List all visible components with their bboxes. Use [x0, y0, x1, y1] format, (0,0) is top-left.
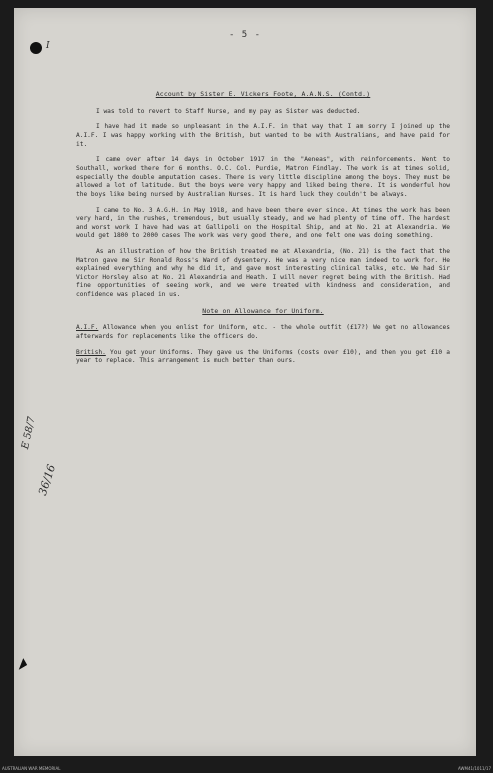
- document-page: [14, 8, 476, 756]
- punch-hole-bottom: [15, 658, 28, 670]
- paragraph: As an illustration of how the British treated me at Alexandria, (No. 21) is the fact that the Matron gave me Sir Ronald Ross's Ward of dysentery. He was a very nice man indeed to work for. He explained everything and why he did it, and gave most interesting clinical talks, etc. We had Sir Victor Horsley also at No. 21 Alexandria and Heath. I will never regret being with the British. Had fine opportunities of seeing work, and we were treated with kindness and consideration, and confidence was placed in us.: [76, 248, 450, 299]
- uniform-note-label: British.: [76, 348, 106, 356]
- uniform-note-aif: [76, 324, 450, 341]
- uniform-note-label: A.I.F.: [76, 324, 99, 332]
- uniform-note-british: [76, 349, 450, 366]
- footer-left: AUSTRALIAN WAR MEMORIAL: [2, 766, 61, 771]
- paragraph: I was told to revert to Staff Nurse, and my pay as Sister was deducted.: [96, 107, 361, 115]
- uniform-note-text: You get your Uniforms. They gave us the Uniforms (costs over £10), and then you get £10 a year to replace. This arrangement is much better than ours.: [76, 348, 450, 365]
- uniform-subheading: Note on Allowance for Uniform.: [202, 306, 324, 315]
- page-number: - 5 -: [228, 30, 262, 40]
- archive-footer: [2, 766, 491, 771]
- paragraph: I came over after 14 days in October 1917 in the "Aeneas", with reinforcements. Went to Southall, worked there for 6 months. O.C. Col. Purdie, Matron Findlay. The work is at times solid, especially the double amputation cases. There is very little discipline among the boys. They must be allowed a lot of latitude. But the boys were very happy and liked being there. It is wonderful how the boys like being nursed by Australian Nurses. It is hard luck they couldn't be always.: [76, 156, 450, 198]
- section-heading: Account by Sister E. Vickers Foote, A.A.N.S. (Contd.): [155, 90, 371, 98]
- uniform-note-text: Allowance when you enlist for Uniform, etc. - the whole outfit (£17?) We get no allowances afterwards for replacements like the officers do.: [76, 324, 450, 340]
- document-body: [76, 90, 450, 373]
- margin-mark-2: E 58/7: [20, 415, 38, 451]
- margin-mark-3: 36/16: [36, 462, 59, 498]
- margin-mark-1: I: [46, 41, 50, 51]
- footer-right: AWM41/1011/17: [458, 766, 491, 771]
- paragraph: I have had it made so unpleasant in the A.I.F. in that way that I am sorry I joined up the A.I.F. I was happy working with the British, but wanted to be with Australians, and have paid for it.: [76, 123, 450, 148]
- paragraph: I came to No. 3 A.G.H. in May 1918, and have been there ever since. At times the work has been very hard, in the rushes, tremendous, but usually steady, and we had plenty of time off. The hardest and worst work I have had was at Gallipoli on the Hospital Ship, and at No. 21 at Alexandria. We would get 1800 to 2000 cases The work was very good there, and one felt one was doing something.: [76, 206, 450, 240]
- punch-hole-top: [30, 42, 42, 54]
